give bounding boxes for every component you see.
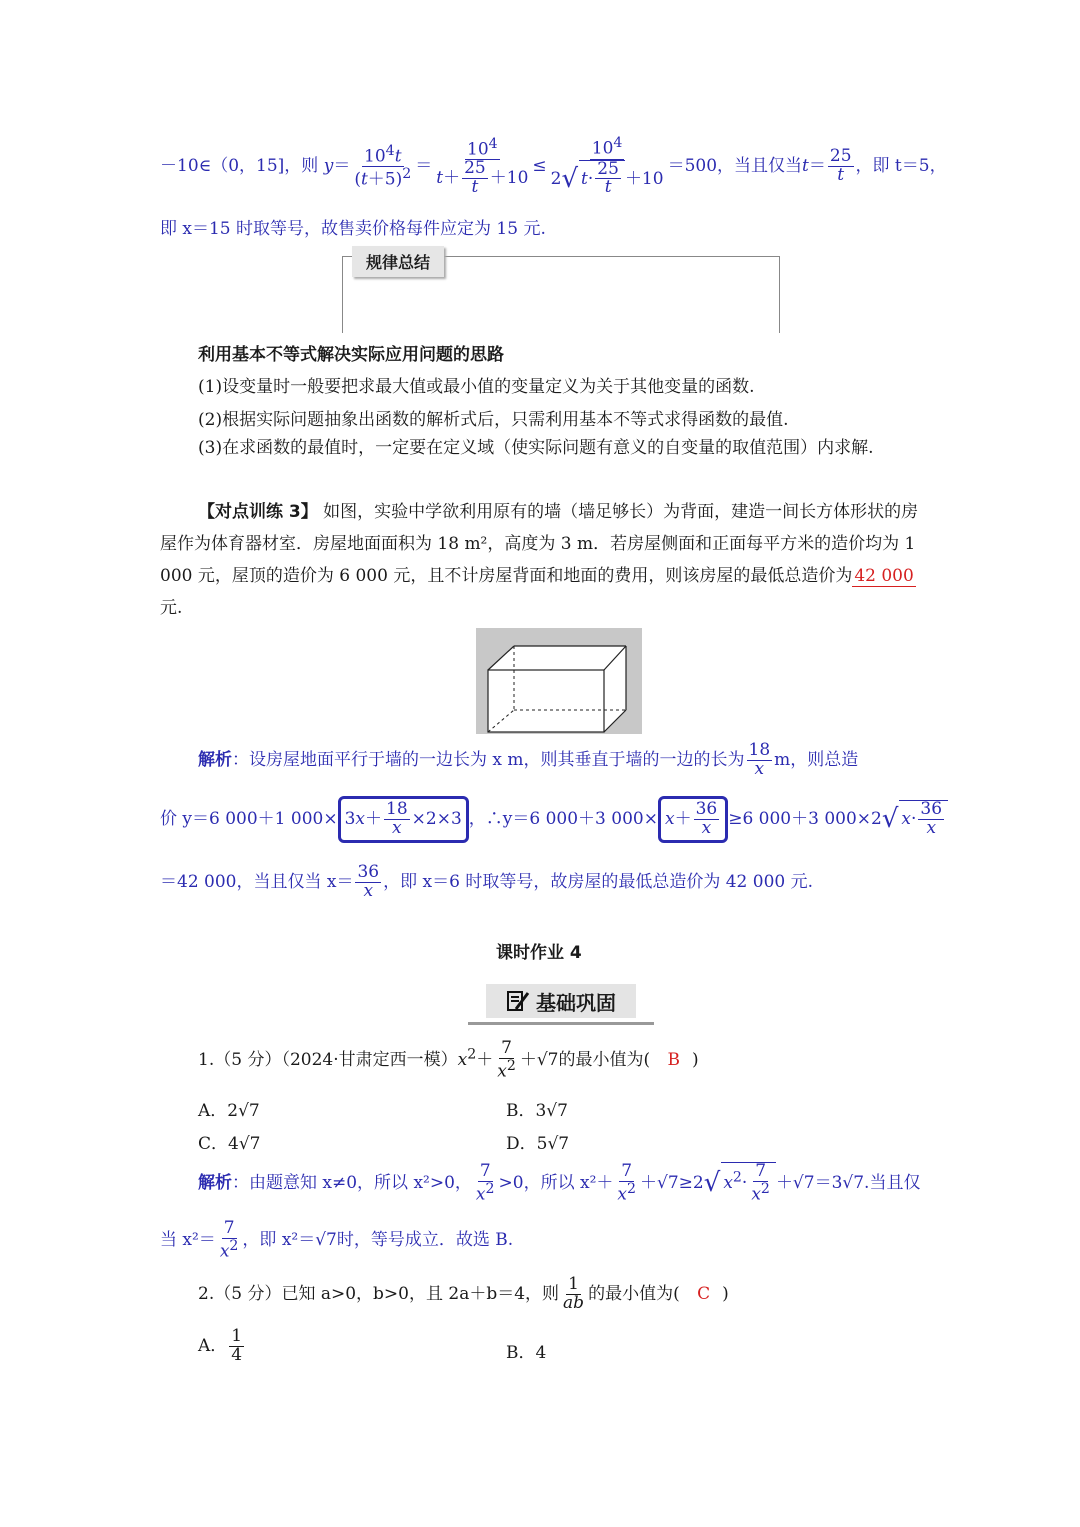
summary-tab: 规律总结 [352, 246, 444, 277]
exercise-3-answer: 42 000 [854, 566, 914, 586]
summary-item-1: (1)设变量时一般要把求最大值或最小值的变量定义为关于其他变量的函数. [198, 377, 755, 397]
exercise-3-text: 如图，实验中学欲利用原有的墙（墙足够长）为背面，建造一间长方体形状的房屋作为体育器材室．房屋地面面积为 18 m²，高度为 3 m．若房屋侧面和正面每平方米的造价均为 1 000 元，屋顶的造价为 6 000 元，且不计房屋背面和地面的费用，则该房屋的最低总造价为 [160, 502, 919, 586]
homework-title: 课时作业 4 [496, 943, 582, 963]
exercise-3: 【对点训练 3】 如图，实验中学欲利用原有的墙（墙足够长）为背面，建造一间长方体形状的房屋作为体育器材室．房屋地面面积为 18 m²，高度为 3 m．若房屋侧面和正面每平方米的造价均为 1 000 元，屋顶的造价为 6 000 元，且不计房屋背面和地面的费用，则该房屋的最低总造价为 42 000元. [160, 502, 919, 618]
solution-3-line-2: 价 y＝6 000＋1 000× 3x＋ $\frac{18}{x}$ ×2×3 ，∴y＝6 000＋3 000× x＋ $\frac{36}{x}$ ≥6 000＋3 000×2√ x· $\frac{36}{x}$ [160, 796, 948, 843]
summary-item-2: (2)根据实际问题抽象出函数的解析式后，只需利用基本不等式求得函数的最值. [198, 410, 789, 430]
solution-3-line-1: 解析：设房屋地面平行于墙的一边长为 x m，则其垂直于墙的一边的长为 $\frac{18}{x}$ m，则总造 [198, 740, 859, 779]
top-line-2: 即 x＝15 时取等号，故售卖价格每件应定为 15 元. [160, 219, 546, 239]
summary-title: 利用基本不等式解决实际应用问题的思路 [198, 345, 504, 365]
q1-stem: 1.（5 分）（2024·甘肃定西一模）$x^2+$ $\frac{7}{x^2}$ ＋√7的最小值为( B ) [198, 1038, 699, 1082]
q1-option-b: B．3√7 [506, 1101, 568, 1121]
section-banner [468, 984, 654, 1025]
top-line-1: －10∈（0，15]，则 y＝ $\frac{10^4t}{(t+5)^2}$ ＝ $10^4$ t＋ $\frac{25}{t}$ ＋10 ≤ $10^4$ 2√ t· $\frac{25}{t}$ ＋10 ＝500，当且仅当t＝ $\frac{25}{t}$ ，即 t＝5， [160, 135, 947, 198]
q1-solution-line-1: 解析：由题意知 x≠0，所以 x²>0， $\frac{7}{x^2}$ >0，所以 x²＋ $\frac{7}{x^2}$ ＋√7≥2√ $x^2\cdot$ $\frac{7}{x^2}$ ＋√7＝3√7.当且仅 [198, 1161, 921, 1205]
banner-label: 基础巩固 [536, 990, 616, 1015]
q1-option-a: A．2√7 [198, 1101, 260, 1121]
q2-option-b: B．4 [506, 1343, 547, 1363]
q2-stem: 2.（5 分）已知 a>0，b>0，且 2a＋b＝4，则 $\frac{1}{ab}$ 的最小值为( C ) [198, 1274, 729, 1313]
q1-option-d: D．5√7 [506, 1134, 570, 1154]
q2-option-a: A． $\frac{1}{4}$ [198, 1326, 243, 1365]
solution-3-line-3: ＝42 000，当且仅当 x＝ $\frac{36}{x}$ ，即 x＝6 时取等号，故房屋的最低总造价为 42 000 元. [160, 862, 814, 901]
exercise-3-label: 【对点训练 3】 [198, 502, 318, 522]
notebook-pen-icon [506, 989, 530, 1013]
summary-item-3: (3)在求函数的最值时，一定要在定义域（使实际问题有意义的自变量的取值范围）内求解. [198, 438, 874, 458]
q1-solution-line-2: 当 x²＝ $\frac{7}{x^2}$ ，即 x²＝√7时，等号成立．故选 B. [160, 1218, 514, 1262]
house-box-figure [476, 628, 642, 734]
q1-answer: B [667, 1050, 681, 1071]
q2-answer: C [697, 1283, 711, 1304]
q1-option-c: C．4√7 [198, 1134, 261, 1154]
